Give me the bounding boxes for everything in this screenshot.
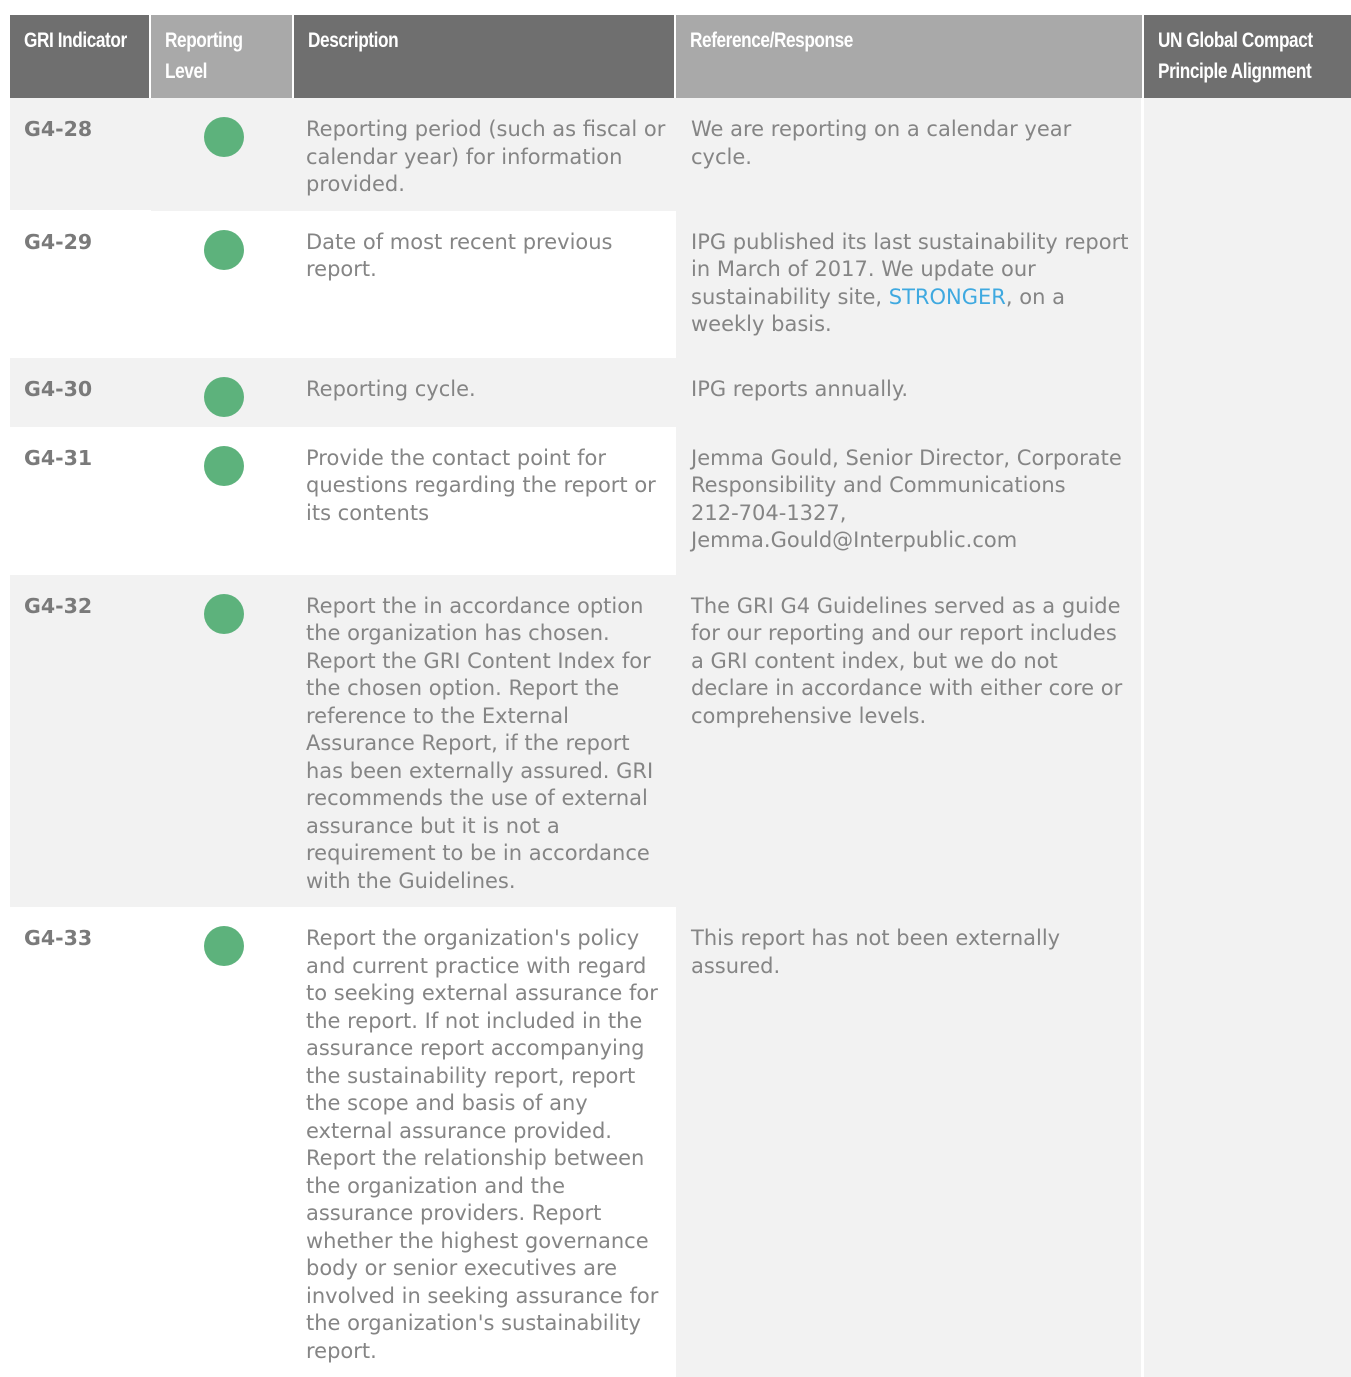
gri-content-index-table (10, 15, 1351, 1377)
reference-cell: IPG reports annually. (676, 358, 1144, 427)
reporting-level-cell (151, 98, 294, 211)
indicator-cell: G4-30 (10, 358, 151, 427)
un-alignment-cell (1144, 98, 1351, 211)
level-indicator-dot (204, 446, 244, 486)
reporting-level-cell (151, 211, 294, 358)
contact-name-title: Jemma Gould, Senior Director, Corporate Responsibility and Communications (691, 445, 1122, 497)
description-cell: Date of most recent previous report. (306, 229, 613, 281)
contact-phone: 212-704-1327, (691, 500, 847, 525)
header-description: Description (294, 15, 676, 98)
reference-cell (676, 211, 1144, 358)
level-indicator-dot (204, 926, 244, 966)
header-reference-response: Reference/Response (676, 15, 1144, 98)
level-indicator-dot (204, 117, 244, 157)
description-cell: Report the organization's policy and current practice with regard to seeking external assurance for the report. If not included in the assurance report accompanying the sustainability report, report the scope and basis of any external assurance provided. Report the relationship between the organization and the assurance providers. Report whether the highest governance body or senior executives are involved in seeking assurance for the organization's sustainability report. (306, 926, 659, 1363)
reporting-level-cell (151, 358, 294, 427)
indicator-cell: G4-33 (24, 926, 93, 950)
reporting-level-cell (151, 427, 294, 575)
description-cell: Report the in accordance option the organization has chosen. Report the GRI Content Index for the chosen option. Report the reference to the External Assurance Report, if the report has been externally assured. GRI recommends the use of external assurance but it is not a requirement to be in accordance with the Guidelines. (294, 575, 676, 908)
level-indicator-dot (204, 230, 244, 270)
indicator-cell: G4-29 (24, 229, 93, 254)
description-cell: Reporting cycle. (294, 358, 676, 427)
header-reporting-level: Reporting Level (151, 15, 294, 98)
reference-cell: We are reporting on a calendar year cycle. (676, 98, 1144, 211)
un-alignment-cell (1144, 907, 1351, 1377)
reference-text: , on a weekly basis. (691, 284, 1065, 336)
un-alignment-cell (1144, 211, 1351, 358)
contact-email: Jemma.Gould@Interpublic.com (691, 528, 1018, 552)
header-un-global-compact: UN Global Compact Principle Alignment (1144, 15, 1351, 98)
un-alignment-cell (1144, 358, 1351, 427)
header-gri-indicator: GRI Indicator (10, 15, 151, 98)
reference-cell (676, 427, 1144, 575)
indicator-cell: G4-28 (10, 98, 151, 210)
indicator-cell: G4-32 (10, 575, 151, 907)
level-indicator-dot (204, 594, 244, 634)
reference-cell: This report has not been externally assured. (676, 907, 1144, 1377)
reference-text: IPG published its last sustainability report in March of 2017. We update our sustainability site, (691, 229, 1129, 309)
description-cell: Reporting period (such as fiscal or calendar year) for information provided. (294, 98, 676, 211)
indicator-cell: G4-31 (24, 445, 93, 470)
stronger-link[interactable]: STRONGER (888, 284, 1006, 309)
reporting-level-cell (151, 575, 294, 908)
reference-cell: The GRI G4 Guidelines served as a guide for our reporting and our report includes a GRI content index, but we do not declare in accordance with either core or comprehensive levels. (676, 575, 1144, 908)
un-alignment-cell (1144, 427, 1351, 575)
description-cell: Provide the contact point for questions regarding the report or its contents (306, 445, 656, 525)
level-indicator-dot (204, 377, 244, 417)
un-alignment-cell (1144, 575, 1351, 908)
reporting-level-cell (151, 907, 294, 1377)
